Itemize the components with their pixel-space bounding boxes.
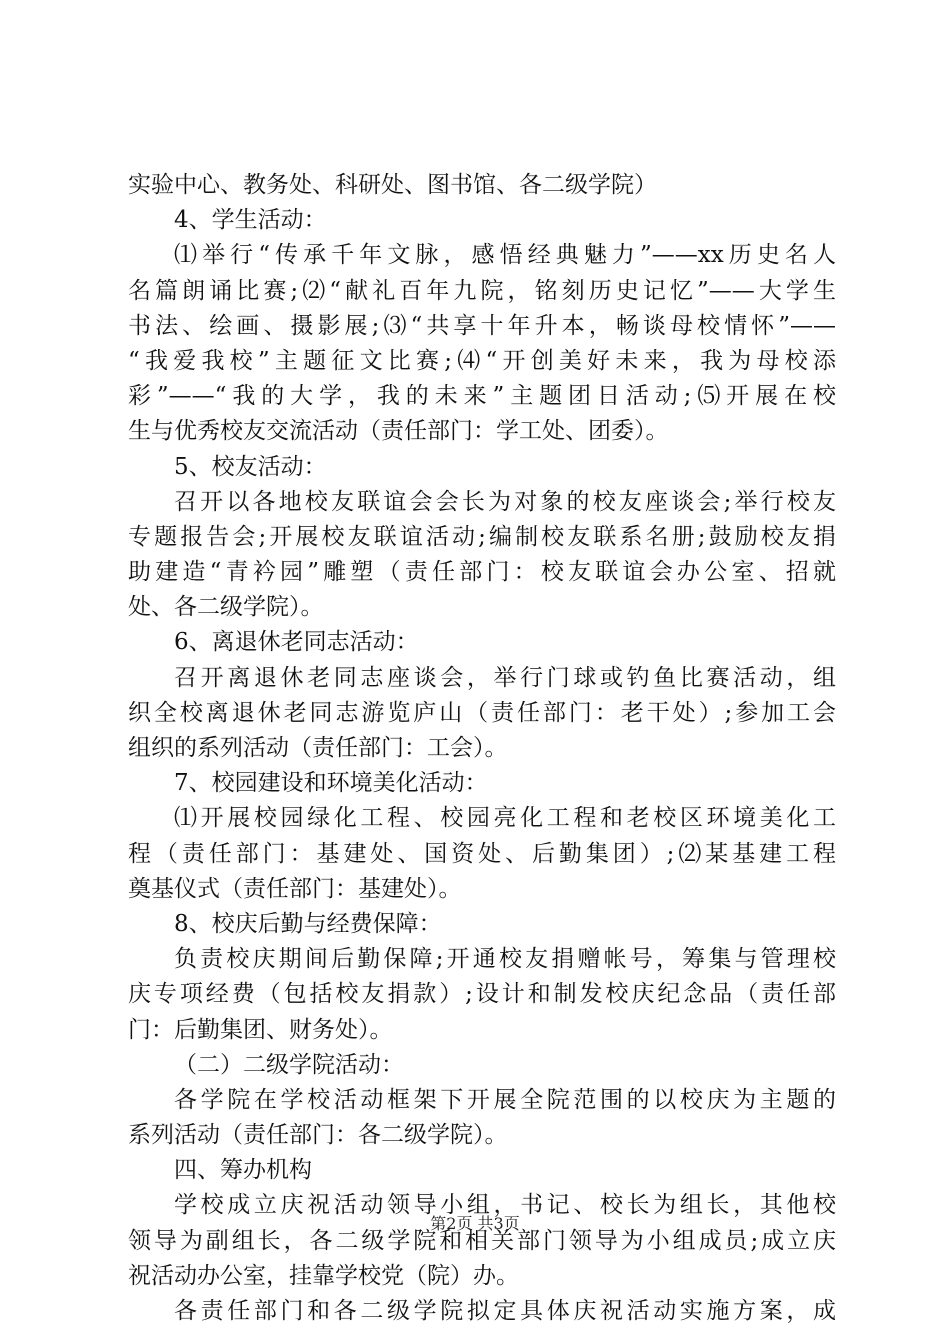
body-line: ⑴开展校园绿化工程、校园亮化工程和老校区环境美化工: [174, 805, 836, 832]
body-line: 学校成立庆祝活动领导小组，书记、校长为组长，其他校: [174, 1192, 836, 1219]
body-line: 各责任部门和各二级学院拟定具体庆祝活动实施方案，成: [174, 1298, 836, 1324]
body-line: 奠基仪式（责任部门：基建处）。: [128, 875, 462, 902]
body-line: 彩”——“我的大学，我的未来”主题团日活动;⑸开展在校: [128, 383, 836, 410]
body-line: 助建造“青衿园”雕塑（责任部门：校友联谊会办公室、招就: [128, 559, 836, 586]
body-line: 名篇朗诵比赛;⑵“献礼百年九院，铭刻历史记忆”——大学生: [128, 277, 836, 304]
body-line: 系列活动（责任部门：各二级学院）。: [128, 1122, 508, 1149]
body-line: 7、校园建设和环境美化活动：: [174, 770, 488, 797]
body-line: 处、各二级学院）。: [128, 594, 324, 621]
body-line: 领导为副组长，各二级学院和相关部门领导为小组成员;成立庆: [128, 1227, 836, 1254]
body-line: 程（责任部门：基建处、国资处、后勤集团）;⑵某基建工程: [128, 840, 836, 867]
body-line: 庆专项经费（包括校友捐款）;设计和制发校庆纪念品（责任部: [128, 981, 836, 1008]
body-line: 祝活动办公室，挂靠学校党（院）办。: [128, 1262, 519, 1289]
body-line: 书法、绘画、摄影展;⑶“共享十年升本，畅谈母校情怀”——: [128, 312, 836, 339]
body-line: 专题报告会;开展校友联谊活动;编制校友联系名册;鼓励校友捐: [128, 523, 836, 550]
body-line: 实验中心、教务处、科研处、图书馆、各二级学院）: [128, 172, 657, 198]
body-line: 生与优秀校友交流活动（责任部门：学工处、团委）。: [128, 418, 669, 445]
body-line: （二）二级学院活动：: [174, 1051, 404, 1078]
body-line: 6、离退休老同志活动：: [174, 629, 419, 656]
body-line: 四、筹办机构: [174, 1157, 312, 1184]
body-line: 负责校庆期间后勤保障;开通校友捐赠帐号，筹集与管理校: [174, 946, 836, 973]
body-line: 织全校离退休老同志游览庐山（责任部门：老干处）;参加工会: [128, 699, 836, 726]
body-line: 组织的系列活动（责任部门：工会）。: [128, 735, 508, 761]
body-line: 各学院在学校活动框架下开展全院范围的以校庆为主题的: [174, 1086, 836, 1113]
body-line: 4、学生活动：: [174, 207, 327, 234]
document-body: [128, 168, 836, 1329]
body-line: “我爱我校”主题征文比赛;⑷“开创美好未来，我为母校添: [128, 347, 836, 374]
body-line: 8、校庆后勤与经费保障：: [174, 910, 442, 937]
body-line: ⑴举行“传承千年文脉，感悟经典魅力”——xx历史名人: [174, 242, 836, 269]
body-line: 5、校友活动：: [174, 453, 327, 480]
page-footer: 第2页 共3页: [430, 1214, 520, 1233]
body-line: 门：后勤集团、财务处）。: [128, 1016, 393, 1043]
body-line: 召开以各地校友联谊会会长为对象的校友座谈会;举行校友: [174, 488, 836, 515]
body-line: 召开离退休老同志座谈会，举行门球或钓鱼比赛活动，组: [174, 664, 836, 691]
